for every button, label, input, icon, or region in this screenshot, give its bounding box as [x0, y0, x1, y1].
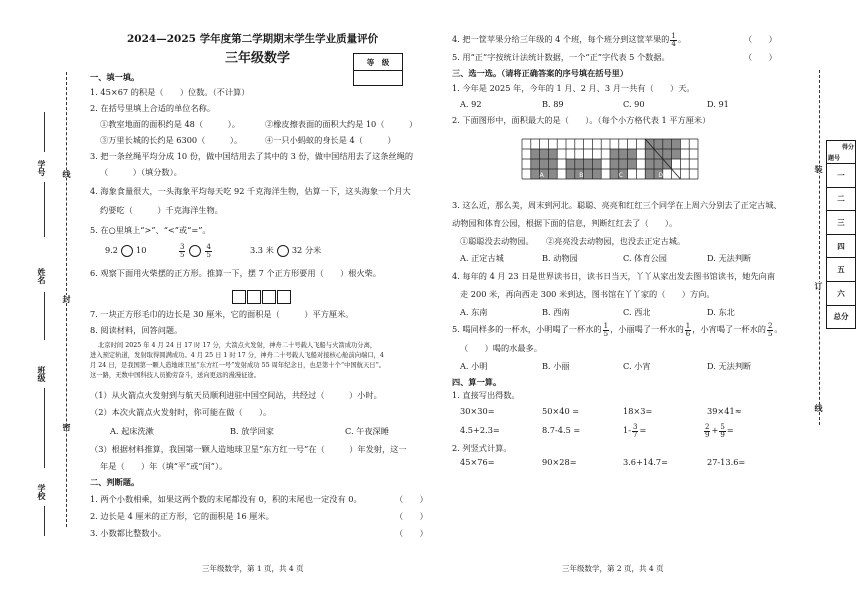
choice-5-text-c: ，小宵喝了一杯水的 — [692, 324, 766, 334]
grid-shaded-cell — [645, 169, 654, 179]
score-row-3[interactable]: 三 — [827, 211, 856, 235]
exam-title: 2024—2025 学年度第二学期期末学生学业质量评价 — [127, 33, 379, 45]
option-8-2-a[interactable]: A. 起床洗漱 — [110, 426, 154, 436]
choice-1-d[interactable]: D. 91 — [707, 99, 729, 109]
grid-shaded-cell — [548, 149, 557, 159]
reading-material-3: 月 24 日，是我国第一颗人造地球卫星“东方红一号”发射成功 55 周年纪念日，也是第十个“中国航天日”。 — [90, 362, 386, 369]
question-1-6: 6. 观察下面用火柴摆的正方形。推算一下，摆 7 个正方形要用（ ）根火柴。 — [90, 268, 382, 278]
binding-label-school: 学校 — [37, 484, 47, 500]
grid-shaded-cell — [663, 139, 672, 149]
reading-material-1: 北京时间 2025 年 4 月 24 日 17 时 17 分，大箭点火发射，神舟二十号载人飞船与火箭成功分离， — [98, 342, 377, 349]
grid-shaded-cell — [548, 159, 557, 169]
calc-2-heading: 2. 列竖式计算。 — [452, 443, 512, 453]
question-1-2c: ③万里长城的长约是 6300（ ）。 — [100, 135, 243, 145]
choice-5-frac-1: $\frac{1}{5}$ — [603, 321, 609, 338]
calc-1-heading: 1. 直接写出得数。 — [452, 390, 520, 400]
seal-right-3: 线 — [814, 404, 824, 412]
question-1-8-3b: 年是（ ）年（填“平”或“闰”）。 — [100, 461, 228, 471]
grid-shaded-cell — [628, 159, 637, 169]
footer-page-1: 三年级数学，第 1 页，共 4 页 — [202, 564, 304, 573]
question-1-4a: 4. 海象食量很大，一头海象平均每天吃 92 千克海洋生物，估算一下，这头海象一个月大 — [90, 186, 411, 196]
grid-shaded-cell — [566, 159, 575, 169]
option-8-2-c[interactable]: C. 午夜深睡 — [345, 426, 389, 436]
question-1-8-3a: （3）根据材料推算，我国第一颗人造地球卫星“东方红一号”在（ ）年发射，这一 — [90, 444, 407, 454]
calc-1-8-plus: + — [711, 425, 719, 435]
judge-3: 3. 小数都比整数小。 — [90, 528, 166, 538]
seal-right-1: 装 — [814, 165, 824, 173]
grid-label-a: A — [539, 172, 544, 179]
section-1-heading: 一、填一填。 — [90, 72, 140, 82]
grid-label-b: B — [579, 172, 584, 179]
choice-1: 1. 今年是 2025 年，今年的 1 月、2 月、3 月一共有（ ）天。 — [452, 83, 695, 93]
choice-4a: 4. 每年的 4 月 23 日是世界读书日，读书日当天，丫丫从家出发去图书馆读书，她先向南 — [452, 271, 776, 281]
grid-shaded-cell — [592, 159, 601, 169]
judge-2-mark[interactable]: （ ） — [395, 511, 428, 521]
choice-4-b[interactable]: B. 西南 — [542, 307, 570, 317]
grade-label: 等 级 — [354, 54, 403, 71]
calc-1-8-frac-a: $\frac{2}{9}$ — [705, 422, 710, 439]
compare-left-3: 3.3 米 — [250, 245, 274, 255]
calc-2-2: 90×28= — [542, 457, 577, 467]
calc-1-7-text: 1- — [623, 425, 631, 435]
choice-5-frac-3: $\frac{2}{5}$ — [767, 321, 773, 338]
judge-2: 2. 边长是 4 厘米的正方形，它的面积是 16 厘米。 — [90, 511, 274, 521]
compare-item-1 — [105, 245, 146, 257]
choice-1-b[interactable]: B. 89 — [542, 99, 564, 109]
judge-1: 1. 两个小数相乘，如果这两个数的末尾都没有 0，积的末尾也一定没有 0。 — [90, 494, 362, 504]
binding-line-school — [44, 506, 45, 536]
judge-4: 4. 把一筐苹果分给三年级的 4 个班，每个班分到这筐苹果的 $\frac{1}{4}$ 。 — [452, 31, 687, 48]
grid-shaded-cell — [628, 149, 637, 159]
compare-circle-3[interactable] — [277, 245, 289, 257]
calc-2-3: 3.6+14.7= — [623, 457, 668, 467]
grid-label-d: D — [658, 172, 664, 179]
subject-title: 三年级数学 — [225, 51, 291, 66]
footer-page-2: 三年级数学，第 2 页，共 4 页 — [562, 564, 664, 573]
section-4-heading: 四、算一算。 — [452, 377, 502, 387]
grid-shaded-cell — [645, 159, 654, 169]
reading-material-4: 这一路，无数中国科技人员勤劳奋斗，送向更远的漫漫征途。 — [90, 372, 261, 379]
choice-5-text-b: ，小丽喝了一杯水的 — [610, 324, 684, 334]
binding-line-class — [44, 388, 45, 468]
score-row-4[interactable]: 四 — [827, 234, 856, 258]
section-3-heading: 三、选一选。（请将正确答案的序号填在括号里） — [452, 68, 629, 78]
choice-4-a[interactable]: A. 东南 — [460, 307, 488, 317]
reading-material-2: 进入预定轨道，发射取得圆满成功。4 月 25 日 1 时 17 分，神舟二十号载人飞船对接核心舱前向端口，4 — [90, 352, 384, 359]
matchstick-square-1 — [232, 290, 246, 304]
grid-shaded-cell — [575, 159, 584, 169]
choice-1-c[interactable]: C. 90 — [623, 99, 645, 109]
binding-label-class: 班级 — [37, 366, 47, 382]
question-1-8-1: （1）从火箭点火发射到与航天员顺利进驻中国空间站，共经过（ ）小时。 — [90, 390, 382, 400]
matchstick-square-3 — [262, 290, 276, 304]
binding-line-name — [44, 292, 45, 340]
grid-shaded-cell — [584, 169, 593, 179]
calc-1-7: 1- $\frac{3}{7}$ = — [623, 422, 647, 439]
grid-shaded-cell — [610, 149, 619, 159]
calc-2-1: 45×76= — [460, 457, 495, 467]
grid-lines — [522, 139, 698, 179]
calc-1-6: 8.7-4.5 = — [542, 425, 581, 435]
choice-5-a[interactable]: A. 小明 — [460, 361, 488, 371]
grid-label-c: C — [618, 172, 624, 179]
grid-shaded-cell — [592, 169, 601, 179]
compare-circle-1[interactable] — [121, 245, 133, 257]
question-1-2a: ①教室地面的面积约是 48（ ）。 — [100, 119, 240, 129]
compare-right-3: 32 分米 — [291, 245, 322, 255]
choice-5-d[interactable]: D. 无法判断 — [707, 361, 752, 371]
choice-3-b[interactable]: B. 动物园 — [542, 253, 578, 263]
seal-char-1: 线 — [62, 170, 72, 178]
grid-shaded-cell — [654, 159, 663, 169]
grid-shaded-cell — [531, 149, 540, 159]
compare-right-1: 10 — [136, 245, 147, 255]
question-1-2d: ④一只小蚂蚁的身长是 4（ ） — [265, 135, 396, 145]
compare-left-1: 9.2 — [105, 245, 119, 255]
choice-3b: 动物园和体育公园，根据下面的信息，判断红红去了（ ）。 — [452, 218, 678, 228]
choice-5-text-a: 5. 喝同样多的一杯水，小明喝了一杯水的 — [452, 324, 602, 334]
question-1-7: 7. 一块正方形毛巾的边长是 30 厘米，它的面积是（ ）平方厘米。 — [90, 309, 354, 319]
section-2-heading: 二、判断题。 — [90, 477, 140, 487]
binding-label-student-id: 学号 — [37, 160, 47, 176]
choice-4b: 走 200 米，再向西走 300 米到达，图书馆在丫丫家的（ ）方向。 — [460, 289, 715, 299]
grade-value-cell[interactable] — [354, 71, 403, 86]
judge-4-mark[interactable]: （ ） — [744, 34, 777, 44]
option-8-2-b[interactable]: B. 放学回家 — [230, 426, 274, 436]
grid-shaded-cell — [540, 149, 549, 159]
calc-1-5: 4.5+2.3= — [460, 425, 500, 435]
grid-shaded-cell — [610, 159, 619, 169]
judge-4-fraction: $\frac{1}{4}$ — [671, 31, 676, 48]
score-row-total[interactable]: 总分 — [827, 305, 856, 329]
choice-3c: ①聪聪没去动物园。 ②亮亮没去动物园，也没去正定古城。 — [460, 236, 686, 246]
area-grid-figure — [521, 135, 699, 187]
matchstick-square-4 — [277, 290, 291, 304]
question-1-3a: 3. 把一条丝绳平均分成 10 份，做中国结用去了其中的 3 份，做中国结用去了这条丝绳的 — [90, 151, 414, 161]
choice-4-c[interactable]: C. 西北 — [623, 307, 651, 317]
binding-line-student-id — [44, 112, 45, 152]
choice-3-c[interactable]: C. 体育公园 — [623, 253, 667, 263]
calc-1-2: 50×40 = — [542, 406, 580, 416]
grid-shaded-cell — [672, 149, 681, 159]
compare-frac-a: $\frac{3}{5}$ — [180, 242, 185, 259]
calc-1-4: 39×41≈ — [707, 406, 742, 416]
grid-shaded-cell — [672, 139, 681, 149]
judge-4-text: 4. 把一筐苹果分给三年级的 4 个班，每个班分到这筐苹果的 — [452, 34, 670, 44]
grid-shaded-cell — [566, 169, 575, 179]
question-1-8-2: （2）本次火箭点火发射时，你可能在做（ ）。 — [90, 407, 272, 417]
grid-shaded-cell — [663, 149, 672, 159]
question-1-3b: （ ）（填分数）。 — [100, 167, 182, 177]
choice-3a: 3. 这么近，那么美，周末到河北。聪聪、亮亮和红红三个同学在上周六分别去了正定古城、 — [452, 200, 782, 210]
matchstick-square-2 — [247, 290, 261, 304]
grid-shaded-cell — [540, 159, 549, 169]
compare-frac-b: $\frac{4}{5}$ — [206, 242, 211, 259]
calc-1-8: $\frac{2}{9}$ + $\frac{5}{9}$ = — [705, 422, 734, 439]
seal-right-2: 订 — [814, 282, 824, 290]
score-row-2[interactable]: 二 — [827, 187, 856, 211]
question-1-8: 8. 阅读材料，回答问题。 — [90, 325, 183, 335]
question-1-2b: ②橡皮擦表面的面积大约是 10（ ） — [265, 119, 418, 129]
judge-5: 5. 用“正”字按统计法统计数据，一个“正”字代表 5 个数据。 — [452, 52, 670, 62]
seal-char-2: 封 — [62, 295, 72, 303]
score-row-6[interactable]: 六 — [827, 281, 856, 305]
judge-1-mark[interactable]: （ ） — [395, 494, 428, 504]
choice-5-frac-2: $\frac{1}{6}$ — [685, 321, 691, 338]
choice-5: 5. 喝同样多的一杯水，小明喝了一杯水的 $\frac{1}{5}$ ，小丽喝了一杯水的 $\frac{1}{6}$ ，小宵喝了一杯水的 $\frac{2}{5}$ 。 — [452, 321, 783, 338]
grid-shaded-cell — [584, 159, 593, 169]
grid-shaded-cell — [548, 169, 557, 179]
grid-shaded-cell — [531, 169, 540, 179]
choice-3-d[interactable]: D. 无法判断 — [707, 253, 752, 263]
binding-dash-line-right — [819, 70, 820, 425]
score-table — [826, 140, 856, 329]
grid-shaded-cell — [654, 139, 663, 149]
grid-shaded-cell — [610, 169, 619, 179]
judge-5-mark[interactable]: （ ） — [744, 52, 777, 62]
score-header-label: 得分 — [841, 144, 854, 151]
calc-1-3: 18×3= — [623, 406, 653, 416]
binding-label-name: 姓名 — [37, 268, 47, 284]
question-1-1: 1. 45×67 的积是（ ）位数。（不计算） — [90, 87, 250, 97]
choice-4-d[interactable]: D. 东北 — [707, 307, 735, 317]
grid-shaded-cell — [645, 149, 654, 159]
compare-item-2 — [178, 240, 213, 260]
choice-3-a[interactable]: A. 正定古城 — [460, 253, 504, 263]
question-1-5: 5. 在○里填上“>”、“<”或“=”。 — [90, 225, 211, 235]
score-header-col-label: 题号 — [828, 155, 841, 162]
judge-3-mark[interactable]: （ ） — [395, 528, 428, 538]
choice-5-b[interactable]: B. 小丽 — [542, 361, 570, 371]
score-row-5[interactable]: 五 — [827, 258, 856, 282]
seal-char-3: 密 — [62, 423, 72, 431]
choice-2: 2. 下面图形中，面积最大的是（ ）。（每个小方格代表 1 平方厘米） — [452, 115, 711, 125]
matchstick-squares-figure — [232, 286, 292, 305]
choice-1-a[interactable]: A. 92 — [460, 99, 482, 109]
choice-5d: （ ）喝的水最多。 — [460, 343, 542, 353]
calc-2-4: 27-13.6= — [707, 457, 746, 467]
grid-shaded-cell — [531, 159, 540, 169]
calc-1-7-frac: $\frac{3}{7}$ — [632, 422, 638, 439]
calc-1-1: 30×30= — [460, 406, 495, 416]
compare-item-3 — [250, 245, 321, 257]
grid-shaded-cell — [619, 159, 628, 169]
score-row-1[interactable]: 一 — [827, 164, 856, 188]
grade-box — [353, 53, 403, 86]
binding-line-student-id-b — [44, 182, 45, 237]
question-1-4b: 约要吃（ ）千克海洋生物。 — [100, 205, 223, 215]
score-header — [827, 141, 856, 164]
calc-1-8-frac-b: $\frac{5}{9}$ — [720, 422, 725, 439]
question-1-2: 2. 在括号里填上合适的单位名称。 — [90, 103, 216, 113]
compare-circle-2[interactable] — [189, 245, 201, 257]
grid-shaded-cell — [619, 149, 628, 159]
choice-5-c[interactable]: C. 小宵 — [623, 361, 651, 371]
